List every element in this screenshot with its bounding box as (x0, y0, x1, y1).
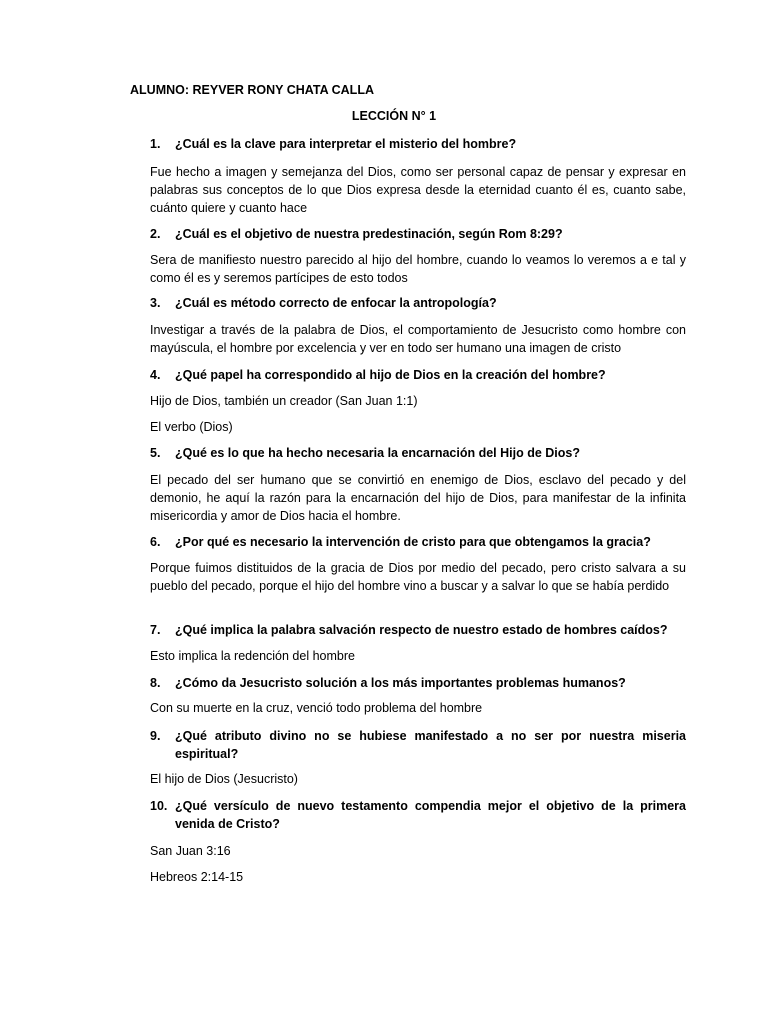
answer-1: Fue hecho a imagen y semejanza del Dios, como ser personal capaz de pensar y expresar en palabras sus conceptos de lo que Dios expresa desde la eternidad cuanto él es, cuanto sabe, cuánto quiere y cuanto hace (150, 165, 686, 215)
question-number: 1. (150, 137, 161, 151)
question-number: 6. (150, 535, 161, 549)
answer-3: Investigar a través de la palabra de Dios, el comportamiento de Jesucristo como hombre con mayúscula, el hombre por excelencia y ver en todo ser humano una imagen de cristo (150, 323, 686, 355)
question-text: ¿Cuál es método correcto de enfocar la antropología? (175, 296, 497, 310)
answer-10a: San Juan 3:16 (150, 844, 231, 858)
question-number: 9. (150, 729, 161, 743)
question-text: ¿Cuál es el objetivo de nuestra predestinación, según Rom 8:29? (175, 227, 563, 241)
answer-4a: Hijo de Dios, también un creador (San Juan 1:1) (150, 394, 418, 408)
answer-7: Esto implica la redención del hombre (150, 649, 355, 663)
question-text: ¿Qué atributo divino no se hubiese manifestado a no ser por nuestra miseria espiritual? (175, 729, 686, 761)
question-2 (150, 225, 686, 243)
question-7 (150, 621, 686, 639)
question-text: ¿Qué implica la palabra salvación respecto de nuestro estado de hombres caídos? (175, 623, 668, 637)
question-text: ¿Cuál es la clave para interpretar el misterio del hombre? (175, 137, 517, 151)
answer-8: Con su muerte en la cruz, venció todo problema del hombre (150, 701, 483, 715)
question-text: ¿Qué versículo de nuevo testamento compendia mejor el objetivo de la primera venida de Cristo? (175, 799, 686, 831)
question-3 (150, 294, 686, 312)
answer-2: Sera de manifiesto nuestro parecido al hijo del hombre, cuando lo veamos lo veremos a e tal y como él es y seremos partícipes de esto todos (150, 253, 686, 285)
question-5 (150, 444, 686, 462)
question-number: 5. (150, 446, 161, 460)
answer-6: Porque fuimos distituidos de la gracia de Dios por medio del pecado, pero cristo salvara a su pueblo del pecado, porque el hijo del hombre vino a buscar y a salvar lo que se había perdido (150, 561, 686, 593)
answer-10b: Hebreos 2:14-15 (150, 870, 244, 884)
question-10 (150, 797, 686, 833)
question-1 (150, 135, 686, 153)
question-4 (150, 366, 686, 384)
question-number: 7. (150, 623, 161, 637)
question-8 (150, 674, 686, 692)
question-number: 2. (150, 227, 161, 241)
question-9 (150, 727, 686, 763)
question-6 (150, 533, 686, 551)
question-number: 3. (150, 296, 161, 310)
question-number: 10. (150, 799, 168, 813)
question-text: ¿Por qué es necesario la intervención de cristo para que obtengamos la gracia? (175, 535, 651, 549)
answer-4b: El verbo (Dios) (150, 420, 233, 434)
answer-5: El pecado del ser humano que se convirtió en enemigo de Dios, esclavo del pecado y del demonio, he aquí la razón para la encarnación del hijo de Dios, para manifestar de la infinita misericordia y amor de Dios hacia el hombre. (150, 473, 686, 523)
question-number: 8. (150, 676, 161, 690)
question-number: 4. (150, 368, 161, 382)
question-text: ¿Qué es lo que ha hecho necesaria la encarnación del Hijo de Dios? (175, 446, 580, 460)
answer-9: El hijo de Dios (Jesucristo) (150, 772, 298, 786)
question-text: ¿Cómo da Jesucristo solución a los más importantes problemas humanos? (175, 676, 626, 690)
student-name: ALUMNO: REYVER RONY CHATA CALLA (130, 83, 374, 97)
question-text: ¿Qué papel ha correspondido al hijo de Dios en la creación del hombre? (175, 368, 606, 382)
lesson-title: LECCIÓN N° 1 (351, 109, 437, 123)
